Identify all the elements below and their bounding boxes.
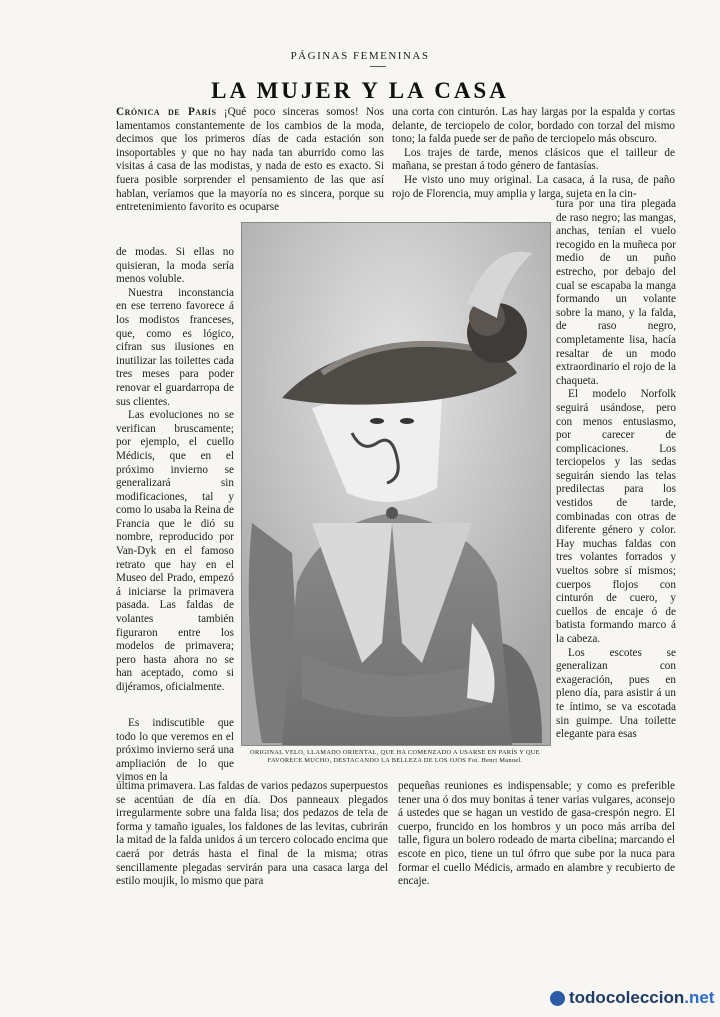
paragraph: de modas. Si ellas no quisieran, la moda sería menos voluble. [116,246,234,286]
column-right-narrow [556,198,676,742]
column-left-top [116,106,384,215]
paragraph: una corta con cinturón. Las hay largas por la espalda y cortas delante, de terciopelo de color, bordado con torzal del mismo tono; la falda puede ser de paño de terciopelo más obscuro. [392,106,675,146]
column-bottom-mid [116,780,388,889]
portrait-illustration [242,223,550,745]
opening-paragraph [116,106,384,215]
paragraph: última primavera. Las faldas de varios pedazos superpuestos se acentúan de día en día. Dos panneaux plegados irregularmente sobre una falda lisa; dos pedazos de tela de forma y tamaño iguales, los faldones de las levitas, cubrirán la mitad de la falda unidos á un tercero colocado encima que caerá por detrás hasta el final de la misma; otras sencillamente plegadas servirán para una casaca larga del estilo moujik, lo mismo que para [116,780,388,888]
paragraph: Las evoluciones no se verifican bruscamente; por ejemplo, el cuello Médicis, que en el próximo invierno se generalizará sin modificaciones, tal y como lo usaba la Reina de Francia que le dió su nombre, reproducido por Van-Dyk en el famoso retrato que hay en el Museo del Prado, empezó á iniciarse la primavera pasada. Las faldas de volantes también figuraron entre los modelos de primavera; pero hasta ahora no se han aceptado, como si dijéramos, oficialmente. [116,409,234,693]
paragraph: Los escotes se generalizan con exageración, pues en pleno día, para asistir á un te íntimo, se va escotada sin guimpe. Una toilette elegante para esas [556,646,676,741]
logo-circle-icon [550,991,565,1006]
paragraph: El modelo Norfolk seguirá usándose, pero con menos entusiasmo, por carecer de complicaciones. Los terciopelos y las sedas seguirán siendo las telas predilectas para los vestidos de tarde, combinadas con otras de diferente género y color. Hay muchas faldas con tres volantes forrados y vueltos sobre sí mismos; cuerpos flojos con cinturón de cuero, y cuellos de encaje ó de batista formando marco á la cabeza. [556,388,676,645]
column-right-top [392,106,675,201]
paragraph: Es indiscutible que todo lo que veremos en el próximo invierno será una ampliación de lo que vimos en la [116,717,234,784]
column-left-narrow [116,246,234,695]
watermark-logo [550,987,714,1009]
logo-text-a: todo [569,988,606,1007]
article-title: LA MUJER Y LA CASA [211,78,509,103]
paragraph: tura por una tira plegada de raso negro; las mangas, anchas, tenían el vuelo recogido en la muñeca por medio de un puño estrecho, por debajo del cual se escapaba la manga formando un volante sobre la mano, y la falda, de raso negro, completamente lisa, hacía resaltar de un modo extraordinario el rojo de la chaqueta. [556,198,676,387]
column-bottom-right [398,780,675,889]
head-rule [370,66,386,67]
paragraph: Los trajes de tarde, menos clásicos que el tailleur de mañana, se prestan á todo género de fantasías. [392,146,675,173]
photo-caption: ORIGINAL VELO, LLAMADO ORIENTAL, QUE HA COMENZADO A USARSE EN PARÍS Y QUE FAVORECE MUCHO, DESTACANDO LA BELLEZA DE LOS OJOS Fot. Henri Manuel. [250,749,540,764]
paragraph: Nuestra inconstancia en ese terreno favorece á los modistos franceses, que, como es lógico, cifran sus ilusiones en inutilizar las toilettes cada tres meses para poder renovar el guardarropa de sus clientes. [116,286,234,408]
portrait-photo [241,222,551,746]
logo-text-b: coleccion [605,988,685,1007]
byline: Crónica de París [116,106,217,118]
column-bottom-left [116,717,234,785]
paragraph: pequeñas reuniones es indispensable; y como es preferible tener una ó dos muy bonitas á tener varias vulgares, aconsejo á ustedes que se hagan un vestido de gasa-crespón negro. El cuerpo, fruncido en los hombros y un poco más arriba del talle, figura un bolero rodeado de marta cibelina; marcando el escote en pico, tiene un tul ófrro que sube por la nuca para formar el cuello Médicis, armado en alambre y recubierto de encaje. [398,780,675,888]
running-head: PÁGINAS FEMENINAS [290,50,430,62]
paragraph: He visto uno muy original. La casaca, á la rusa, de paño rojo de Florencia, muy amplia y larga, sujeta en la cin- [392,173,675,200]
logo-text-c: .net [684,988,715,1007]
opening-text: ¡Qué poco sinceras somos! Nos lamentamos constantemente de los cambios de la moda, decimos que los primeros días de cada estación son insoportables y que no hay nada tan aburrido como las visitas á casa de las modistas, y nada de esto es exacto. Si fuera posible sorprender el pensamiento de las que así hablan, veríamos que la mayoría no es sincera, porque su entretenimiento favorito es ocuparse [116,106,384,214]
